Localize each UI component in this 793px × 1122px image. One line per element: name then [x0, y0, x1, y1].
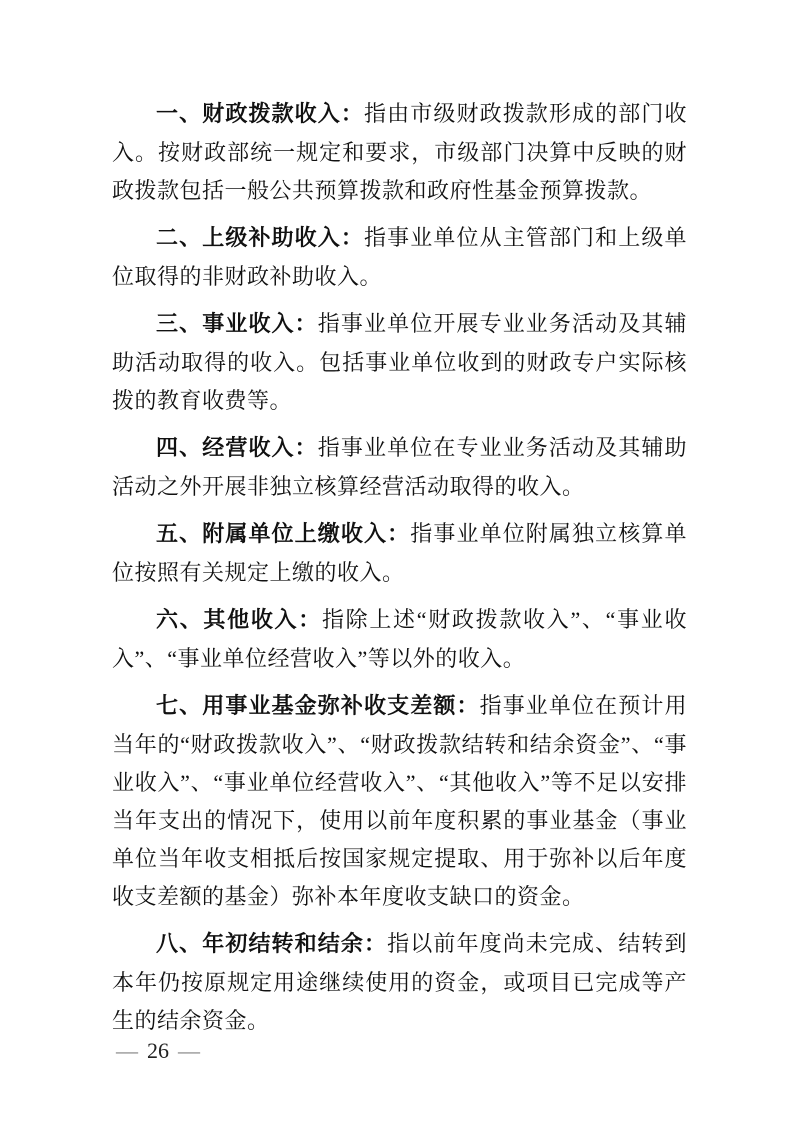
- definition-paragraph-fiscal-appropriation-income: [112, 95, 687, 210]
- footer-dash-left: —: [116, 1038, 138, 1063]
- term-definition: 指由市级财政拨款形成的部门收入。按财政部统一规定和要求，市级部门决算中反映的财政拨款包括一般公共预算拨款和政府性基金预算拨款。: [112, 101, 687, 203]
- definition-paragraph-affiliated-unit-remittance-income: [112, 515, 687, 592]
- term-heading: 八、年初结转和结余：: [156, 932, 388, 957]
- definition-paragraph-operational-income: [112, 305, 687, 420]
- term-definition: 指事业单位附属独立核算单位按照有关规定上缴的收入。: [112, 521, 687, 585]
- definition-paragraph-business-income: [112, 429, 687, 506]
- definition-paragraph-fund-deficit-coverage: [112, 687, 687, 916]
- document-body: [112, 95, 687, 1049]
- term-definition: 指除上述“财政拨款收入”、“事业收入”、“事业单位经营收入”等以外的收入。: [112, 607, 687, 671]
- term-definition: 指事业单位在专业业务活动及其辅助活动之外开展非独立核算经营活动取得的收入。: [112, 435, 687, 499]
- definition-paragraph-carryover-and-surplus: [112, 925, 687, 1040]
- term-heading: 三、事业收入：: [156, 312, 318, 337]
- footer-dash-right: —: [178, 1038, 200, 1063]
- term-heading: 二、上级补助收入：: [156, 226, 365, 251]
- term-definition: 指事业单位从主管部门和上级单位取得的非财政补助收入。: [112, 225, 687, 289]
- definition-paragraph-other-income: [112, 601, 687, 678]
- term-heading: 六、其他收入：: [156, 608, 322, 633]
- term-heading: 四、经营收入：: [156, 436, 318, 461]
- term-definition: 指事业单位在预计用当年的“财政拨款收入”、“财政拨款结转和结余资金”、“事业收入”、“事业单位经营收入”、“其他收入”等不足以安排当年支出的情况下，使用以前年度积累的事业基金（事业单位当年收支相抵后按国家规定提取、用于弥补以后年度收支差额的基金）弥补本年度收支缺口的资金。: [112, 693, 687, 909]
- page-footer: [116, 1036, 200, 1066]
- term-definition: 指事业单位开展专业业务活动及其辅助活动取得的收入。包括事业单位收到的财政专户实际核拨的教育收费等。: [112, 311, 687, 413]
- term-heading: 七、用事业基金弥补收支差额：: [156, 694, 480, 719]
- page-number: 26: [147, 1038, 169, 1063]
- term-heading: 一、财政拨款收入：: [156, 102, 365, 127]
- term-definition: 指以前年度尚未完成、结转到本年仍按原规定用途继续使用的资金，或项目已完成等产生的结余资金。: [112, 931, 687, 1033]
- term-heading: 五、附属单位上缴收入：: [156, 522, 411, 547]
- definition-paragraph-superior-subsidy-income: [112, 219, 687, 296]
